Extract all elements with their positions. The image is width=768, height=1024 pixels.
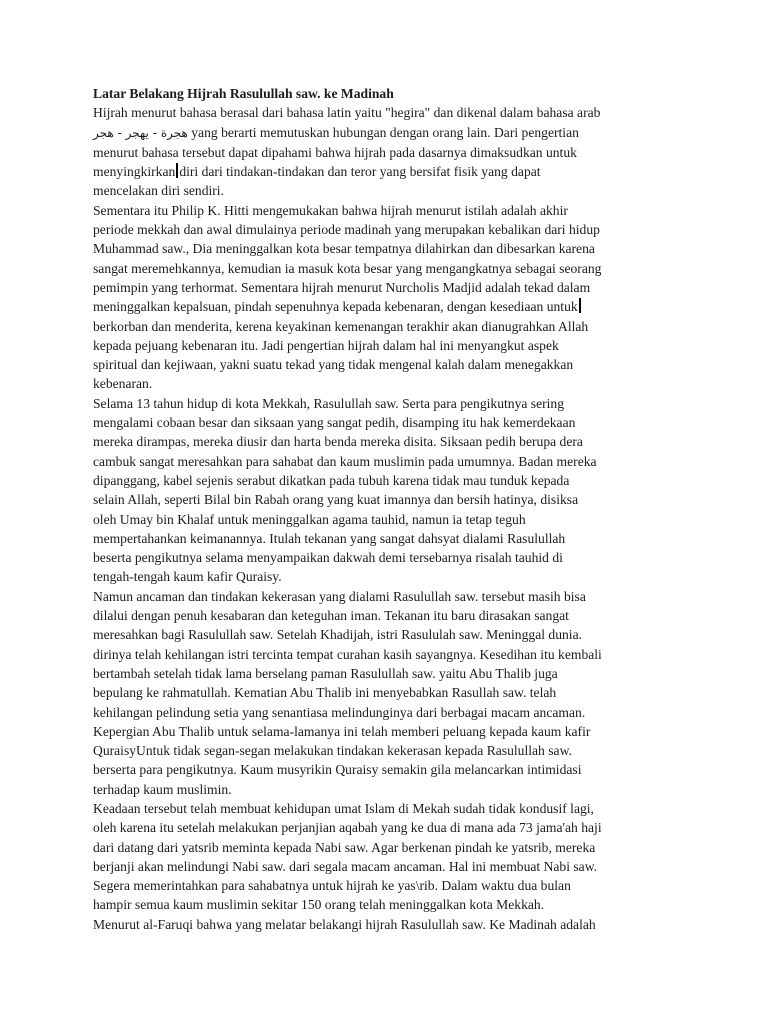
text-line: Keadaan tersebut telah membuat kehidupan umat Islam di Mekah sudah tidak kondusif lagi, [93,800,594,816]
text-line: kebenaran. [93,376,153,392]
text-segment: meninggalkan kepalsuan, pindah sepenuhnya kepada kebenaran, dengan kesediaan untuk [93,299,578,315]
text-line: mereka dirampas, mereka diusir dan harta benda mereka disita. Siksaan pedih berupa dera [93,434,583,450]
document-title: Latar Belakang Hijrah Rasulullah saw. ke Madinah [93,86,394,101]
paragraph-2 [93,201,668,394]
text-segment: menyingkirkan [93,164,176,180]
text-line: bertambah setelah tidak lama berselang paman Rasulullah saw. yaitu Abu Thalib juga [93,665,558,681]
text-line: dari datang dari yatsrib meminta kepada Nabi saw. Agar berkenan pindah ke yatsrib, mereka [93,839,596,855]
text-line: dipanggang, kabel sejenis serabut dikatkan pada tubuh karena tidak mau tunduk kepada [93,472,570,488]
arabic-term: هجرة - يهجر - هجر [93,125,188,140]
text-cursor [176,163,178,178]
text-line: periode mekkah dan awal dimulainya periode madinah yang merupakan kebalikan dari hidup [93,222,600,238]
paragraph-4 [93,587,668,799]
text-segment: diri dari tindakan-tindakan dan teror yang bersifat fisik yang dapat [179,164,541,180]
text-line: selain Allah, seperti Bilal bin Rabah orang yang kuat imannya dan bersih hatinya, disiksa [93,492,579,508]
text-line [93,123,668,143]
text-line: dirinya telah kehilangan istri tercinta tempat curahan kasih sayangnya. Kesedihan itu kembali [93,646,602,662]
text-line: Muhammad saw., Dia meninggalkan kota besar tempatnya dilahirkan dan dibesarkan karena [93,241,595,257]
text-line: berjanji akan melindungi Nabi saw. dari segala macam ancaman. Hal ini membuat Nabi saw. [93,858,598,874]
text-line [93,297,668,316]
paragraph-1 [93,103,668,200]
text-line: kehilangan pelindung setia yang senantiasa melindunginya dari berbagai macam ancaman. [93,704,586,720]
text-line: Sementara itu Philip K. Hitti mengemukakan bahwa hijrah menurut istilah adalah akhir [93,202,568,218]
text-line: meresahkan bagi Rasulullah saw. Setelah Khadijah, istri Rasululah saw. Meninggal dunia. [93,627,583,643]
text-line: mempertahankan keimanannya. Itulah tekanan yang sangat dahsyat dialami Rasulullah [93,530,566,546]
paragraph-5 [93,799,668,915]
text-segment: yang berarti memutuskan hubungan dengan orang lain. Dari pengertian [187,124,579,140]
text-line: bepulang ke rahmatullah. Kematian Abu Thalib ini menyebabkan Rasullah saw. telah [93,685,557,701]
text-line: mengalami cobaan besar dan siksaan yang sangat pedih, disamping itu hak kemerdekaan [93,415,576,431]
text-line: oleh Umay bin Khalaf untuk meninggalkan agama tauhid, namun ia tetap teguh [93,511,526,527]
text-line: hampir semua kaum muslimin sekitar 150 orang telah meninggalkan kota Mekkah. [93,897,545,913]
text-line: beserta pengikutnya selama menyampaikan dakwah demi tersebarnya risalah tauhid di [93,550,563,566]
text-line: berkorban dan menderita, kerena keyakinan kemenangan terakhir akan dianugrahkan Allah [93,318,589,334]
text-line: Kepergian Abu Thalib untuk selama-lamanya ini telah memberi peluang kepada kaum kafir [93,723,591,739]
text-line: spiritual dan kejiwaan, yakni suatu tekad yang tidak mengenal kalah dalam menegakkan [93,357,574,373]
text-line: Hijrah menurut bahasa berasal dari bahasa latin yaitu "hegira" dan dikenal dalam bahasa arab [93,105,601,121]
text-line: Namun ancaman dan tindakan kekerasan yang dialami Rasulullah saw. tersebut masih bisa [93,588,586,604]
paragraph-6 [93,915,668,934]
text-line: QuraisyUntuk tidak segan-segan melakukan tindakan kekerasan kepada Rasulullah saw. [93,743,572,759]
text-line [93,162,668,181]
text-line: kepada pejuang kebenaran itu. Jadi pengertian hijrah dalam hal ini menyangkut aspek [93,337,559,353]
text-line: pemimpin yang terhormat. Sementara hijrah menurut Nurcholis Madjid adalah tekad dalam [93,279,591,295]
text-line: Selama 13 tahun hidup di kota Mekkah, Rasulullah saw. Serta para pengikutnya sering [93,395,565,411]
document-page [93,84,668,934]
text-line: Segera memerintahkan para sahabatnya untuk hijrah ke yas\rib. Dalam waktu dua bulan [93,878,571,894]
text-line: cambuk sangat meresahkan para sahabat dan kaum muslimin pada umumnya. Badan mereka [93,453,597,469]
text-line: tengah-tengah kaum kafir Quraisy. [93,569,282,585]
text-line: dilalui dengan penuh kesabaran dan keteguhan iman. Tekanan itu baru dirasakan sangat [93,608,569,624]
text-line: mencelakan diri sendiri. [93,183,224,199]
text-line: oleh karena itu setelah melakukan perjanjian aqabah yang ke dua di mana ada 73 jama'ah haji [93,820,602,836]
text-line: sangat meremehkannya, kemudian ia masuk kota besar yang mengangkatnya sebagai seorang [93,260,602,276]
text-line: menurut bahasa tersebut dapat dipahami bahwa hijrah pada dasarnya dimaksudkan untuk [93,144,577,160]
text-line: Menurut al-Faruqi bahwa yang melatar belakangi hijrah Rasulullah saw. Ke Madinah adalah [93,916,596,932]
text-line: berserta para pengikutnya. Kaum musyrikin Quraisy semakin gila melancarkan intimidasi [93,762,582,778]
text-line: terhadap kaum muslimin. [93,781,232,797]
text-cursor [579,298,581,313]
paragraph-3 [93,394,668,587]
